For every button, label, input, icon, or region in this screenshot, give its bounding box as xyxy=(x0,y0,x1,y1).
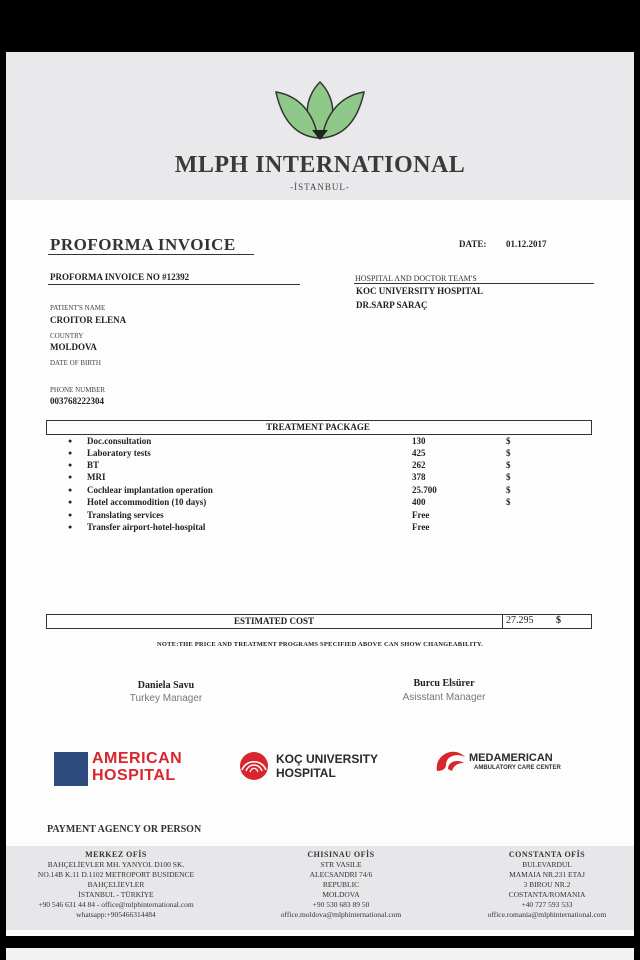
patient-name: CROITOR ELENA xyxy=(50,315,127,325)
bullet-icon: ● xyxy=(68,486,73,494)
item-name: Doc.consultation xyxy=(87,436,152,446)
item-currency: $ xyxy=(506,497,511,507)
estimate-divider xyxy=(502,614,503,629)
item-price: Free xyxy=(412,510,430,520)
office-line: whatsapp:+905466314484 xyxy=(76,910,156,919)
office-constanta xyxy=(462,850,632,920)
phone-value: 003768222304 xyxy=(50,396,104,406)
estimate-label: ESTIMATED COST xyxy=(233,616,315,626)
office-title: CHISINAU OFİS xyxy=(307,850,375,859)
american-hospital-logo-icon xyxy=(54,752,88,786)
item-name: Cochlear implantation operation xyxy=(87,485,213,495)
american-hospital-line2: HOSPITAL xyxy=(92,767,176,784)
doctor-name: DR.SARP SARAÇ xyxy=(356,300,428,310)
lotus-logo-icon xyxy=(274,80,366,142)
estimate-currency: $ xyxy=(556,615,561,626)
item-name: Transfer airport-hotel-hospital xyxy=(87,522,206,532)
item-price: 425 xyxy=(412,448,426,458)
item-currency: $ xyxy=(506,485,511,495)
estimate-value: 27.295 xyxy=(506,615,534,626)
office-line: +90 546 631 44 84 - office@mlphinternational.com xyxy=(38,900,194,909)
office-line: office.romania@mlphinternational.com xyxy=(487,910,607,919)
item-currency: $ xyxy=(506,460,511,470)
invoice-page xyxy=(6,52,634,936)
item-price: Free xyxy=(412,522,430,532)
bullet-icon: ● xyxy=(68,449,73,457)
item-name: Hotel accommodition (10 days) xyxy=(87,497,207,507)
office-line: COSTANTA/ROMANIA xyxy=(508,890,586,899)
office-chisinau xyxy=(256,850,426,920)
medamerican-logo-icon xyxy=(434,747,468,775)
office-line: 3 BIROU NR.2 xyxy=(523,880,571,889)
item-price: 130 xyxy=(412,436,426,446)
payment-label: PAYMENT AGENCY OR PERSON xyxy=(47,824,202,835)
item-currency: $ xyxy=(506,436,511,446)
bullet-icon: ● xyxy=(68,523,73,531)
office-line: MAMAIA NR.231 ETAJ xyxy=(509,870,585,879)
next-page-edge xyxy=(6,948,634,960)
hospital-rule xyxy=(354,283,594,284)
company-city: -İSTANBUL- xyxy=(290,182,350,192)
footer-offices xyxy=(6,846,634,930)
office-line: ALECSANDRI 74/6 xyxy=(309,870,373,879)
invoice-number: PROFORMA INVOICE NO #12392 xyxy=(50,272,190,282)
office-line: BAHÇELİEVLER xyxy=(87,880,145,889)
patient-name-label: PATIENT'S NAME xyxy=(50,304,106,312)
medamerican-subtitle: AMBULATORY CARE CENTER xyxy=(474,765,561,771)
office-line: +90 530 683 89 50 xyxy=(312,900,370,909)
office-title: CONSTANTA OFİS xyxy=(508,850,586,859)
office-line: BAHÇELİEVLER MH. YANYOL D100 SK. xyxy=(47,860,185,869)
item-price: 25.700 xyxy=(412,485,437,495)
treatment-title: TREATMENT PACKAGE xyxy=(266,422,370,432)
office-line: İSTANBUL - TÜRKİYE xyxy=(78,890,154,899)
signatory-role: Turkey Manager xyxy=(129,693,203,704)
american-hospital-line1: AMERICAN xyxy=(92,750,183,767)
country-label: COUNTRY xyxy=(50,332,84,340)
phone-label: PHONE NUMBER xyxy=(50,386,106,394)
item-name: Translating services xyxy=(87,510,164,520)
office-line: NO.14B K.11 D.1102 METROPORT BUSIDENCE xyxy=(37,870,195,879)
bullet-icon: ● xyxy=(68,498,73,506)
item-name: BT xyxy=(87,460,100,470)
signatory-name: Daniela Savu xyxy=(137,680,195,691)
item-currency: $ xyxy=(506,472,511,482)
office-line: BULEVARDUL xyxy=(522,860,572,869)
item-name: MRI xyxy=(87,472,106,482)
item-price: 262 xyxy=(412,460,426,470)
koc-line2: HOSPITAL xyxy=(276,766,336,780)
bullet-icon: ● xyxy=(68,461,73,469)
office-merkez xyxy=(16,850,216,920)
price-note: NOTE:THE PRICE AND TREATMENT PROGRAMS SPECIFIED ABOVE CAN SHOW CHANGEABILITY. xyxy=(156,641,483,648)
office-line: +40 727 593 533 xyxy=(521,900,573,909)
office-line: MOLDOVA xyxy=(322,890,360,899)
hospital-label: HOSPITAL AND DOCTOR TEAM'S xyxy=(355,274,477,283)
signatory-name: Burcu Elsürer xyxy=(413,678,475,689)
bullet-icon: ● xyxy=(68,437,73,445)
title-underline xyxy=(48,254,254,255)
company-name: MLPH INTERNATIONAL xyxy=(174,152,466,178)
koc-line1: KOÇ UNIVERSITY xyxy=(276,752,379,766)
item-currency: $ xyxy=(506,448,511,458)
date-label: DATE: xyxy=(459,239,487,249)
invoice-title: PROFORMA INVOICE xyxy=(50,235,236,254)
date-value: 01.12.2017 xyxy=(506,239,547,249)
office-title: MERKEZ OFİS xyxy=(85,850,147,859)
item-name: Laboratory tests xyxy=(87,448,151,458)
item-price: 378 xyxy=(412,472,426,482)
item-price: 400 xyxy=(412,497,426,507)
medamerican-logo-text: MEDAMERICAN xyxy=(469,752,553,764)
bullet-icon: ● xyxy=(68,473,73,481)
signatory-role: Asisstant Manager xyxy=(402,692,486,703)
office-line: REPUBLIC xyxy=(322,880,360,889)
koc-hospital-logo-icon xyxy=(236,751,272,781)
invoice-number-rule xyxy=(48,284,300,285)
office-line: office.moldova@mlphinternational.com xyxy=(280,910,402,919)
koc-hospital-logo-text xyxy=(276,752,378,780)
american-hospital-logo-text xyxy=(92,750,182,784)
hospital-name: KOC UNIVERSITY HOSPITAL xyxy=(356,286,484,296)
country-value: MOLDOVA xyxy=(50,342,97,352)
office-line: STR VASILE xyxy=(320,860,362,869)
dob-label: DATE OF BIRTH xyxy=(50,359,101,367)
bullet-icon: ● xyxy=(68,511,73,519)
